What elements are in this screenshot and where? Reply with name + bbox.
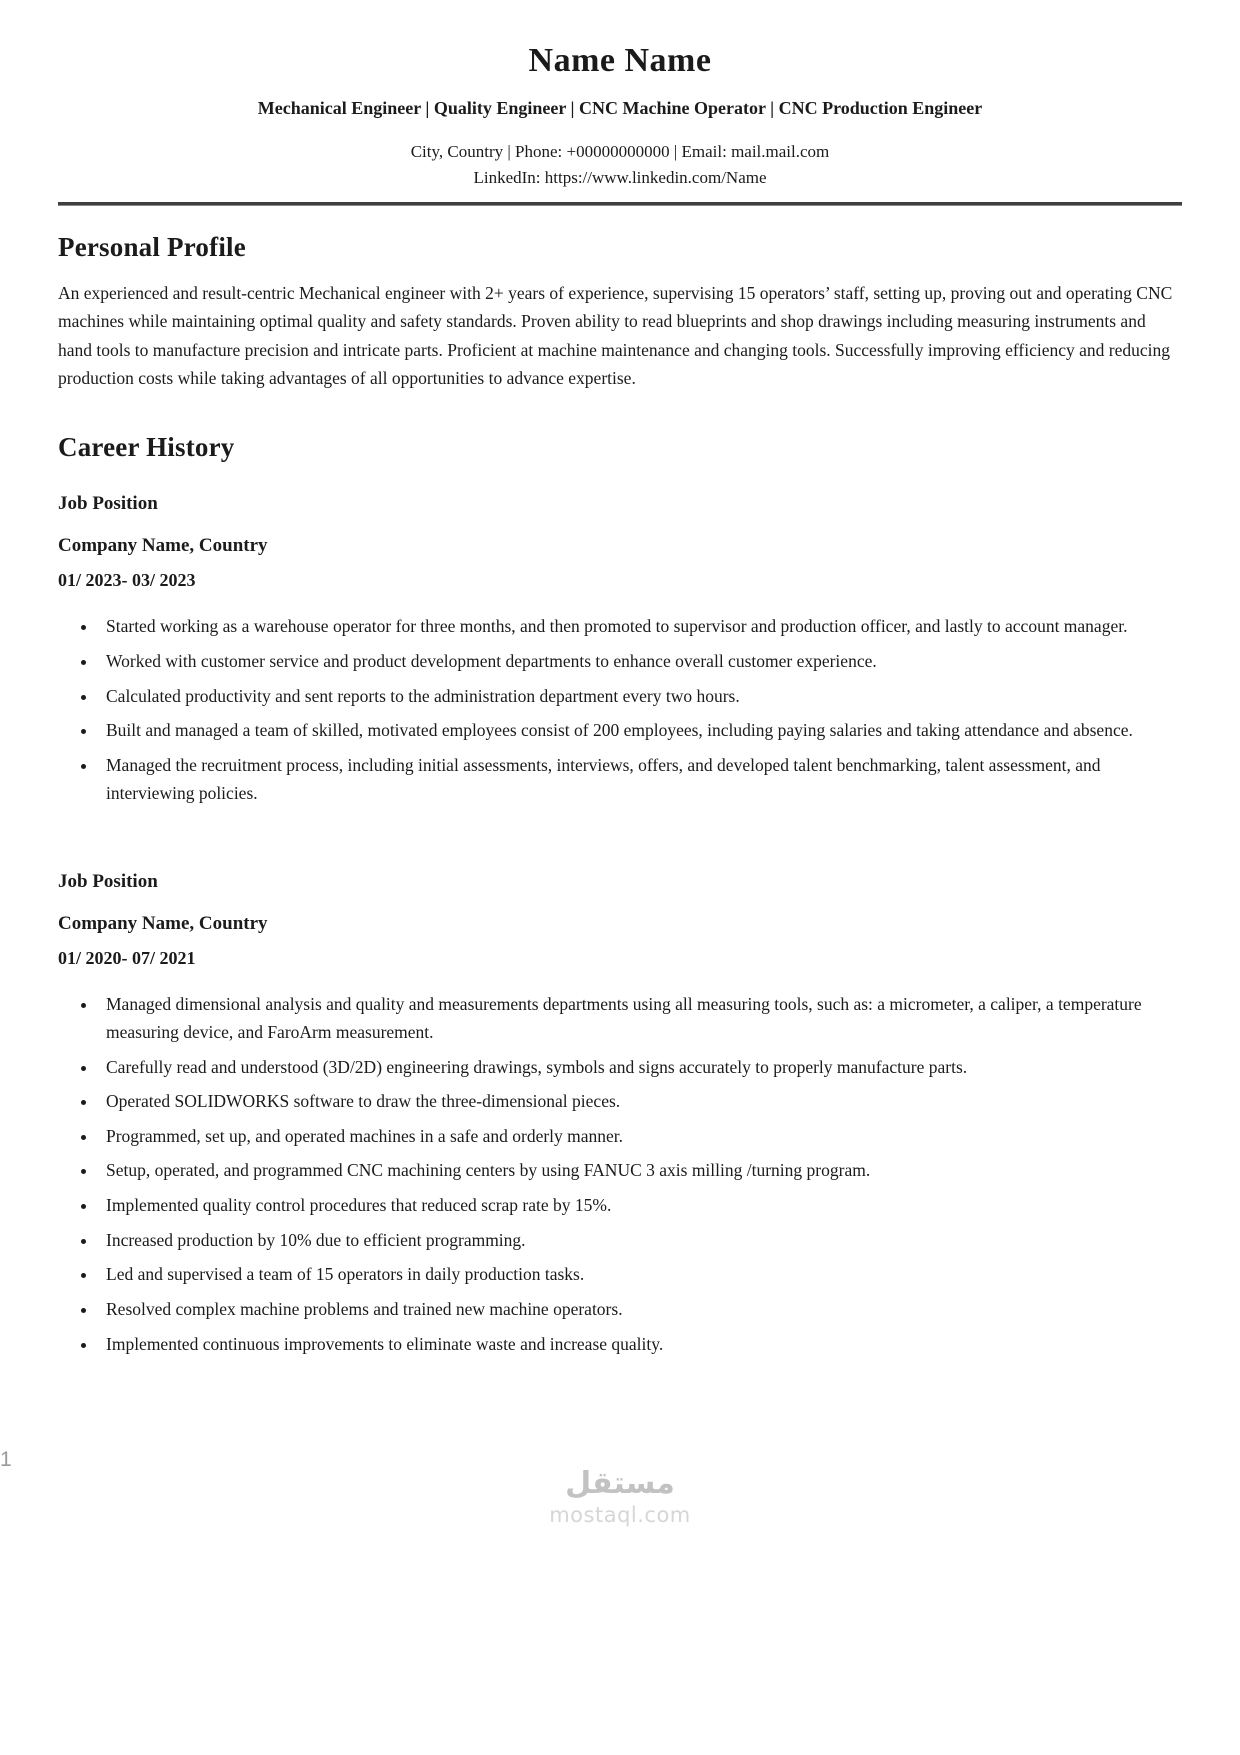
candidate-name: Name Name: [528, 42, 712, 79]
bullet-item: • Setup, operated, and programmed CNC machining centers by using FANUC 3 axis milling /turning program.: [98, 1157, 1182, 1185]
bullet-item: • Started working as a warehouse operator for three months, and then promoted to supervisor and production officer, and lastly to account manager.: [98, 613, 1182, 641]
career-section-heading: Career History: [58, 432, 235, 463]
watermark-logo-text: مستقل: [565, 1466, 675, 1501]
bullet-item: • Built and managed a team of skilled, motivated employees consist of 200 employees, including paying salaries and taking attendance and absence.: [98, 717, 1182, 745]
resume-header: [58, 42, 1182, 190]
page-number: 1: [0, 1448, 12, 1471]
job-bullet-list: [58, 991, 1182, 1358]
bullet-item: • Managed dimensional analysis and quality and measurements departments using all measuring tools, such as: a micrometer, a caliper, a temperature measuring device, and FaroArm measurement.: [98, 991, 1182, 1046]
watermark: [0, 1466, 1240, 1527]
bullet-item: • Managed the recruitment process, including initial assessments, interviews, offers, and developed talent benchmarking, talent assessment, and interviewing policies.: [98, 752, 1182, 807]
bullet-item: • Increased production by 10% due to efficient programming.: [98, 1227, 1182, 1255]
profile-section-heading: Personal Profile: [58, 232, 246, 262]
job-position: Job Position: [58, 493, 158, 515]
job-dates: 01/ 2023- 03/ 2023: [58, 570, 196, 591]
job-titles-line: Mechanical Engineer | Quality Engineer | CNC Machine Operator | CNC Production Engineer: [257, 98, 983, 118]
contact-line-1: City, Country | Phone: +00000000000 | Email: mail.mail.com: [410, 142, 830, 161]
job-block: [58, 871, 1182, 1358]
bullet-item: • Programmed, set up, and operated machines in a safe and orderly manner.: [98, 1123, 1182, 1151]
job-company: Company Name, Country: [58, 913, 268, 935]
bullet-item: • Calculated productivity and sent reports to the administration department every two hours.: [98, 683, 1182, 711]
job-position: Job Position: [58, 871, 158, 893]
jobs-container: [58, 493, 1182, 1358]
bullet-item: • Carefully read and understood (3D/2D) engineering drawings, symbols and signs accurately to properly manufacture parts.: [98, 1054, 1182, 1082]
bullet-item: • Led and supervised a team of 15 operators in daily production tasks.: [98, 1261, 1182, 1289]
job-company: Company Name, Country: [58, 535, 268, 557]
bullet-item: • Operated SOLIDWORKS software to draw the three-dimensional pieces.: [98, 1088, 1182, 1116]
job-dates: 01/ 2020- 07/ 2021: [58, 948, 196, 969]
job-block: [58, 493, 1182, 807]
bullet-item: • Worked with customer service and product development departments to enhance overall customer experience.: [98, 648, 1182, 676]
job-bullet-list: [58, 613, 1182, 807]
watermark-domain-text: mostaql.com: [549, 1503, 691, 1527]
contact-line-2: LinkedIn: https://www.linkedin.com/Name: [473, 167, 767, 187]
bullet-item: • Resolved complex machine problems and trained new machine operators.: [98, 1296, 1182, 1324]
header-divider: [58, 202, 1182, 206]
bullet-item: • Implemented quality control procedures that reduced scrap rate by 15%.: [98, 1192, 1182, 1220]
bullet-item: • Implemented continuous improvements to eliminate waste and increase quality.: [98, 1331, 1182, 1359]
profile-body-text: An experienced and result-centric Mechanical engineer with 2+ years of experience, supervising 15 operators’ staff, setting up, proving out and operating CNC machines while maintaining optimal quality and safety standards. Proven ability to read blueprints and shop drawings including measuring instruments and hand tools to manufacture precision and intricate parts. Proficient at machine maintenance and changing tools. Successfully improving efficiency and reducing production costs while taking advantages of all opportunities to advance expertise.: [58, 283, 1173, 389]
